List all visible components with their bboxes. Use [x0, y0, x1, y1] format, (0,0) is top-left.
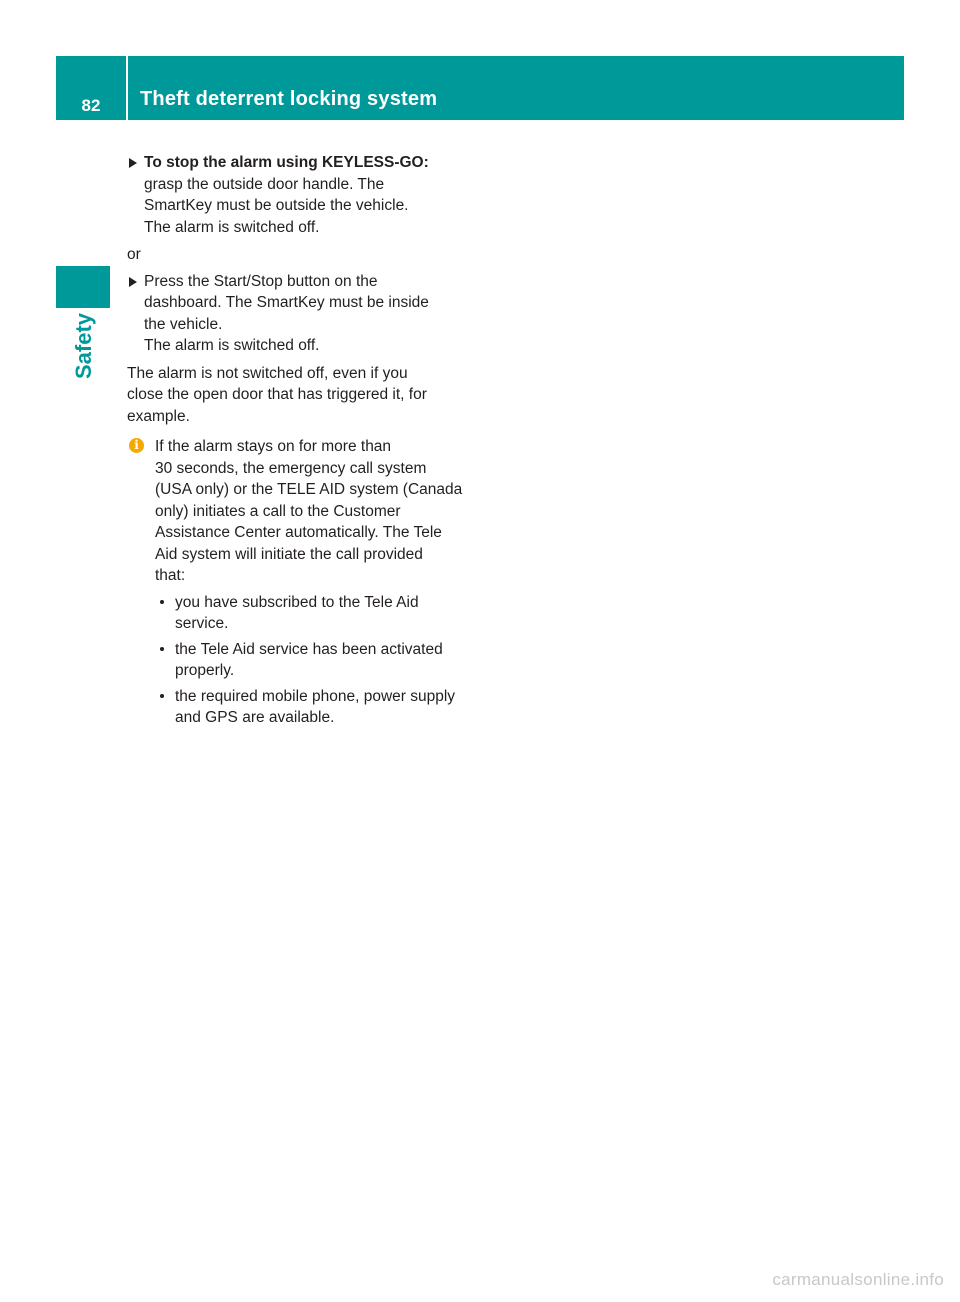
step-arrow-icon — [129, 158, 137, 168]
section-tab-marker — [56, 266, 110, 308]
info-line: (USA only) or the TELE AID system (Canada — [155, 481, 463, 498]
header-divider — [126, 56, 128, 120]
or-separator: or — [127, 246, 141, 263]
watermark: carmanualsonline.info — [772, 1270, 944, 1289]
list-item — [160, 639, 467, 682]
info-line: only) initiates a call to the Customer — [155, 502, 401, 520]
info-note — [127, 436, 467, 729]
step-line: dashboard. The SmartKey must be inside — [144, 294, 429, 311]
step-line: The alarm is switched off. — [144, 337, 320, 354]
info-line: If the alarm stays on for more than — [155, 438, 392, 455]
list-item-line: properly. — [175, 662, 235, 679]
instruction-step-keyless-go — [127, 152, 467, 238]
step-arrow-icon — [129, 277, 137, 287]
list-item — [160, 686, 467, 729]
info-line: Aid system will initiate the call provided — [155, 545, 423, 563]
bullet-icon — [160, 600, 164, 604]
page-title: Theft deterrent locking system — [140, 88, 438, 110]
section-label — [64, 312, 104, 380]
section-label-text: Safety — [71, 312, 96, 380]
bullet-icon — [160, 647, 164, 651]
info-line: that: — [155, 567, 186, 584]
step-line: grasp the outside door handle. The — [144, 175, 385, 193]
step-title: To stop the alarm using KEYLESS-GO: — [144, 154, 429, 171]
step-line: SmartKey must be outside the vehicle. — [144, 197, 409, 214]
page-content — [127, 152, 467, 733]
list-item-line: service. — [175, 615, 229, 632]
requirements-list — [155, 592, 467, 729]
bullet-icon — [160, 694, 164, 698]
page-number: 82 — [81, 96, 101, 115]
info-line: Assistance Center automatically. The Tele — [155, 524, 442, 541]
list-item-line: and GPS are available. — [175, 709, 335, 726]
paragraph-line: example. — [127, 407, 190, 425]
step-line: Press the Start/Stop button on the — [144, 272, 378, 290]
list-item — [160, 592, 467, 635]
step-line: The alarm is switched off. — [144, 218, 320, 236]
info-icon: i — [129, 438, 144, 453]
info-line: 30 seconds, the emergency call system — [155, 459, 427, 477]
paragraph-line: The alarm is not switched off, even if you — [127, 364, 408, 382]
paragraph-line: close the open door that has triggered it, for — [127, 386, 427, 403]
body-paragraph — [127, 363, 467, 428]
list-item-line: the required mobile phone, power supply — [175, 687, 456, 705]
step-line: the vehicle. — [144, 315, 223, 333]
instruction-step-start-stop — [127, 271, 467, 357]
list-item-line: you have subscribed to the Tele Aid — [175, 593, 419, 611]
list-item-line: the Tele Aid service has been activated — [175, 640, 443, 658]
